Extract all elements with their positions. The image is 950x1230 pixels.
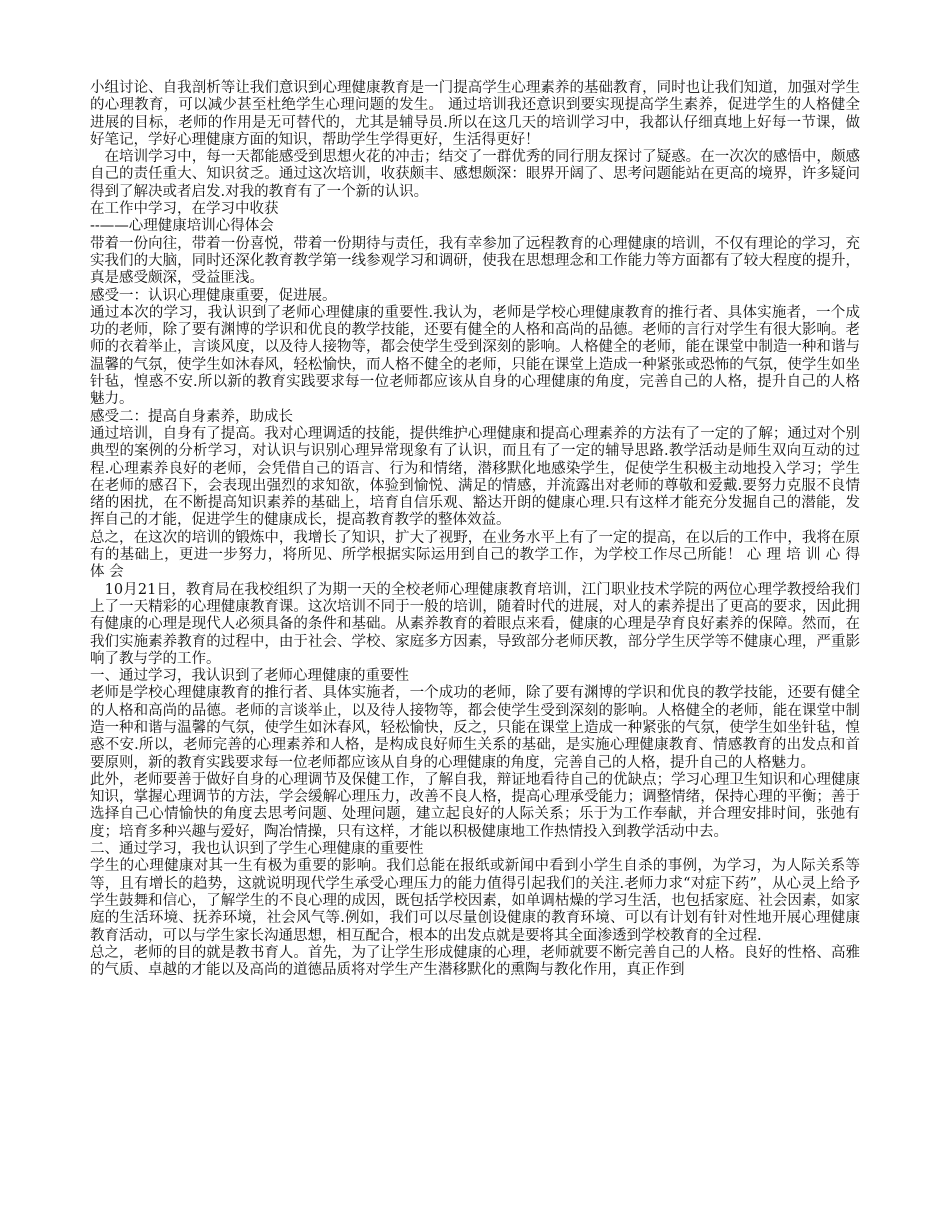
paragraph-9: 此外，老师要善于做好自身的心理调节及保健工作，了解自我，辩证地看待自己的优缺点；学习心理卫生知识和心理健康知识，掌握心理调节的方法，学会缓解心理压力，改善不良人格，提高心理承受能力；调整情绪，保持心理的平衡；善于选择自己心情愉快的角度去思考问题、处理问题，建立起良好的人际关系；乐于为工作奉献，并合理安排时间，张弛有度；培育多种兴趣与爱好，陶冶情操，只有这样，才能以积极健康地工作热情投入到教学活动中去。 [90, 771, 860, 840]
paragraph-11: 总之，老师的目的就是教书育人。首先，为了让学生形成健康的心理，老师就要不断完善自己的人格。良好的性格、高雅的气质、卓越的才能以及高尚的道德品质将对学生产生潜移默化的熏陶与教化作用，真正作到 [90, 944, 860, 979]
paragraph-10: 学生的心理健康对其一生有极为重要的影响。我们总能在报纸或新闻中看到小学生自杀的事例，为学习，为人际关系等等，且有增长的趋势，这就说明现代学生承受心理压力的能力值得引起我们的关注.老师力求“对症下药”，从心灵上给予学生鼓舞和信心，了解学生的不良心理的成因，既包括学校因素，如单调枯燥的学习生活，也包括家庭、社会因素，如家庭的生活环境、抚养环境，社会风气等.例如，我们可以尽量创设健康的教育环境、可以有计划有针对性地开展心理健康教育活动，可以与学生家长沟通思想，相互配合，根本的出发点就是要将其全面渗透到学校教育的全过程. [90, 858, 860, 944]
paragraph-3: 带着一份向往，带着一份喜悦，带着一份期待与责任，我有幸参加了远程教育的心理健康的培训，不仅有理论的学习，充实我们的大脑，同时还深化教育教学第一线参观学习和调研，使我在思想理念和工作能力等方面都有了较大程度的提升，真是感受颇深，受益匪浅。 [90, 235, 860, 287]
paragraph-8: 老师是学校心理健康教育的推行者、具体实施者，一个成功的老师，除了要有渊博的学识和优良的教学技能，还要有健全的人格和高尚的品德。老师的言谈举止，以及待人接物等，都会使学生受到深刻的影响。人格健全的老师，能在课堂中制造一种和谐与温馨的气氛，使学生如沐春风，轻松愉快，反之，只能在课堂上造成一种紧张的气氛，使学生如坐针毡，惶惑不安.所以，老师完善的心理素养和人格，是构成良好师生关系的基础，是实施心理健康教育、情感教育的出发点和首要原则，新的教育实践要求每一位老师都应该从自身的心理健康的角度，完善自己的人格，提升自己的人格魅力。 [90, 685, 860, 771]
section-heading: 在工作中学习，在学习中收获 [90, 201, 279, 218]
paragraph-1: 小组讨论、自我剖析等让我们意识到心理健康教育是一门提高学生心理素养的基础教育，同时也让我们知道，加强对学生的心理教育，可以减少甚至杜绝学生心理问题的发生。 通过培训我还意识到要实现提高学生素养，促进学生的人格健全进展的目标，老师的作用是无可替代的，尤其是辅导员.所以在这几天的培训学习中，我都认仔细真地上好每一节课，做好笔记，学好心理健康方面的知识，帮助学生学得更好，生活得更好！ [90, 80, 860, 148]
heading-feeling-1: 感受一：认识心理健康重要，促进展。 [90, 287, 337, 304]
heading-section-2: 二、通过学习，我也认识到了学生心理健康的重要性 [90, 841, 424, 858]
document-body [90, 80, 860, 979]
paragraph-5: 通过培训，自身有了提高。我对心理调适的技能，提供维护心理健康和提高心理素养的方法有了一定的了解；通过对个别典型的案例的分析学习，对认识与识别心理异常现象有了认识，而且有了一定的辅导思路.教学活动是师生双向互动的过程.心理素养良好的老师，会凭借自己的语言、行为和情绪，潜移默化地感染学生，促使学生积极主动地投入学习；学生在老师的感召下，会表现出强烈的求知欲，体验到愉悦、满足的情感，并流露出对老师的尊敬和爱戴.要努力克服不良情绪的困扰，在不断提高知识素养的基础上，培育自信乐观、豁达开朗的健康心理.只有这样才能充分发掘自己的潜能，发挥自己的才能，促进学生的健康成长，提高教育教学的整体效益。 [90, 425, 860, 529]
paragraph-4: 通过本次的学习，我认识到了老师心理健康的重要性.我认为，老师是学校心理健康教育的推行者、具体实施者，一个成功的老师，除了要有渊博的学识和优良的教学技能，还要有健全的人格和高尚的品德。老师的言行对学生有很大影响。老师的衣着举止，言谈风度，以及待人接物等，都会使学生受到深刻的影响。人格健全的老师，能在课堂中制造一种和谐与温馨的气氛，使学生如沐春风，轻松愉快，而人格不健全的老师，只能在课堂上造成一种紧张或恐怖的气氛，使学生如坐针毡，惶惑不安.所以新的教育实践要求每一位老师都应该从自身的心理健康的角度，完善自己的人格，提升自己的人格魅力。 [90, 304, 860, 408]
paragraph-7: 10月21日，教育局在我校组织了为期一天的全校老师心理健康教育培训，江门职业技术学院的两位心理学教授给我们上了一天精彩的心理健康教育课。这次培训不同于一般的培训，随着时代的进展，对人的素养提出了更高的要求，因此拥有健康的心理是现代人必须具备的条件和基础。从素养教育的着眼点来看，健康的心理是孕育良好素养的保障。然而，在我们实施素养教育的过程中，由于社会、学校、家庭多方因素，导致部分老师厌教，部分学生厌学等不健康心理，严重影响了教与学的工作。 [90, 581, 860, 667]
subtitle: --——心理健康培训心得体会 [90, 218, 274, 235]
heading-section-1: 一、通过学习，我认识到了老师心理健康的重要性 [90, 668, 409, 685]
paragraph-2: 在培训学习中，每一天都能感受到思想火花的冲击；结交了一群优秀的同行朋友探讨了疑惑。在一次次的感悟中，颇感自己的责任重大、知识贫乏。通过这次培训，收获颇丰、感想颇深：眼界开阔了、思考问题能站在更高的境界，许多疑问得到了解决或者启发.对我的教育有了一个新的认识。 [90, 149, 860, 200]
paragraph-6: 总之，在这次的培训的锻炼中，我增长了知识，扩大了视野，在业务水平上有了一定的提高，在以后的工作中，我将在原有的基础上，更进一步努力，将所见、所学根据实际运用到自己的教学工作，为学校工作尽己所能！ 心 理 培 训 心 得 体 会 [90, 529, 860, 581]
heading-feeling-2: 感受二：提高自身素养，助成长 [90, 408, 293, 425]
